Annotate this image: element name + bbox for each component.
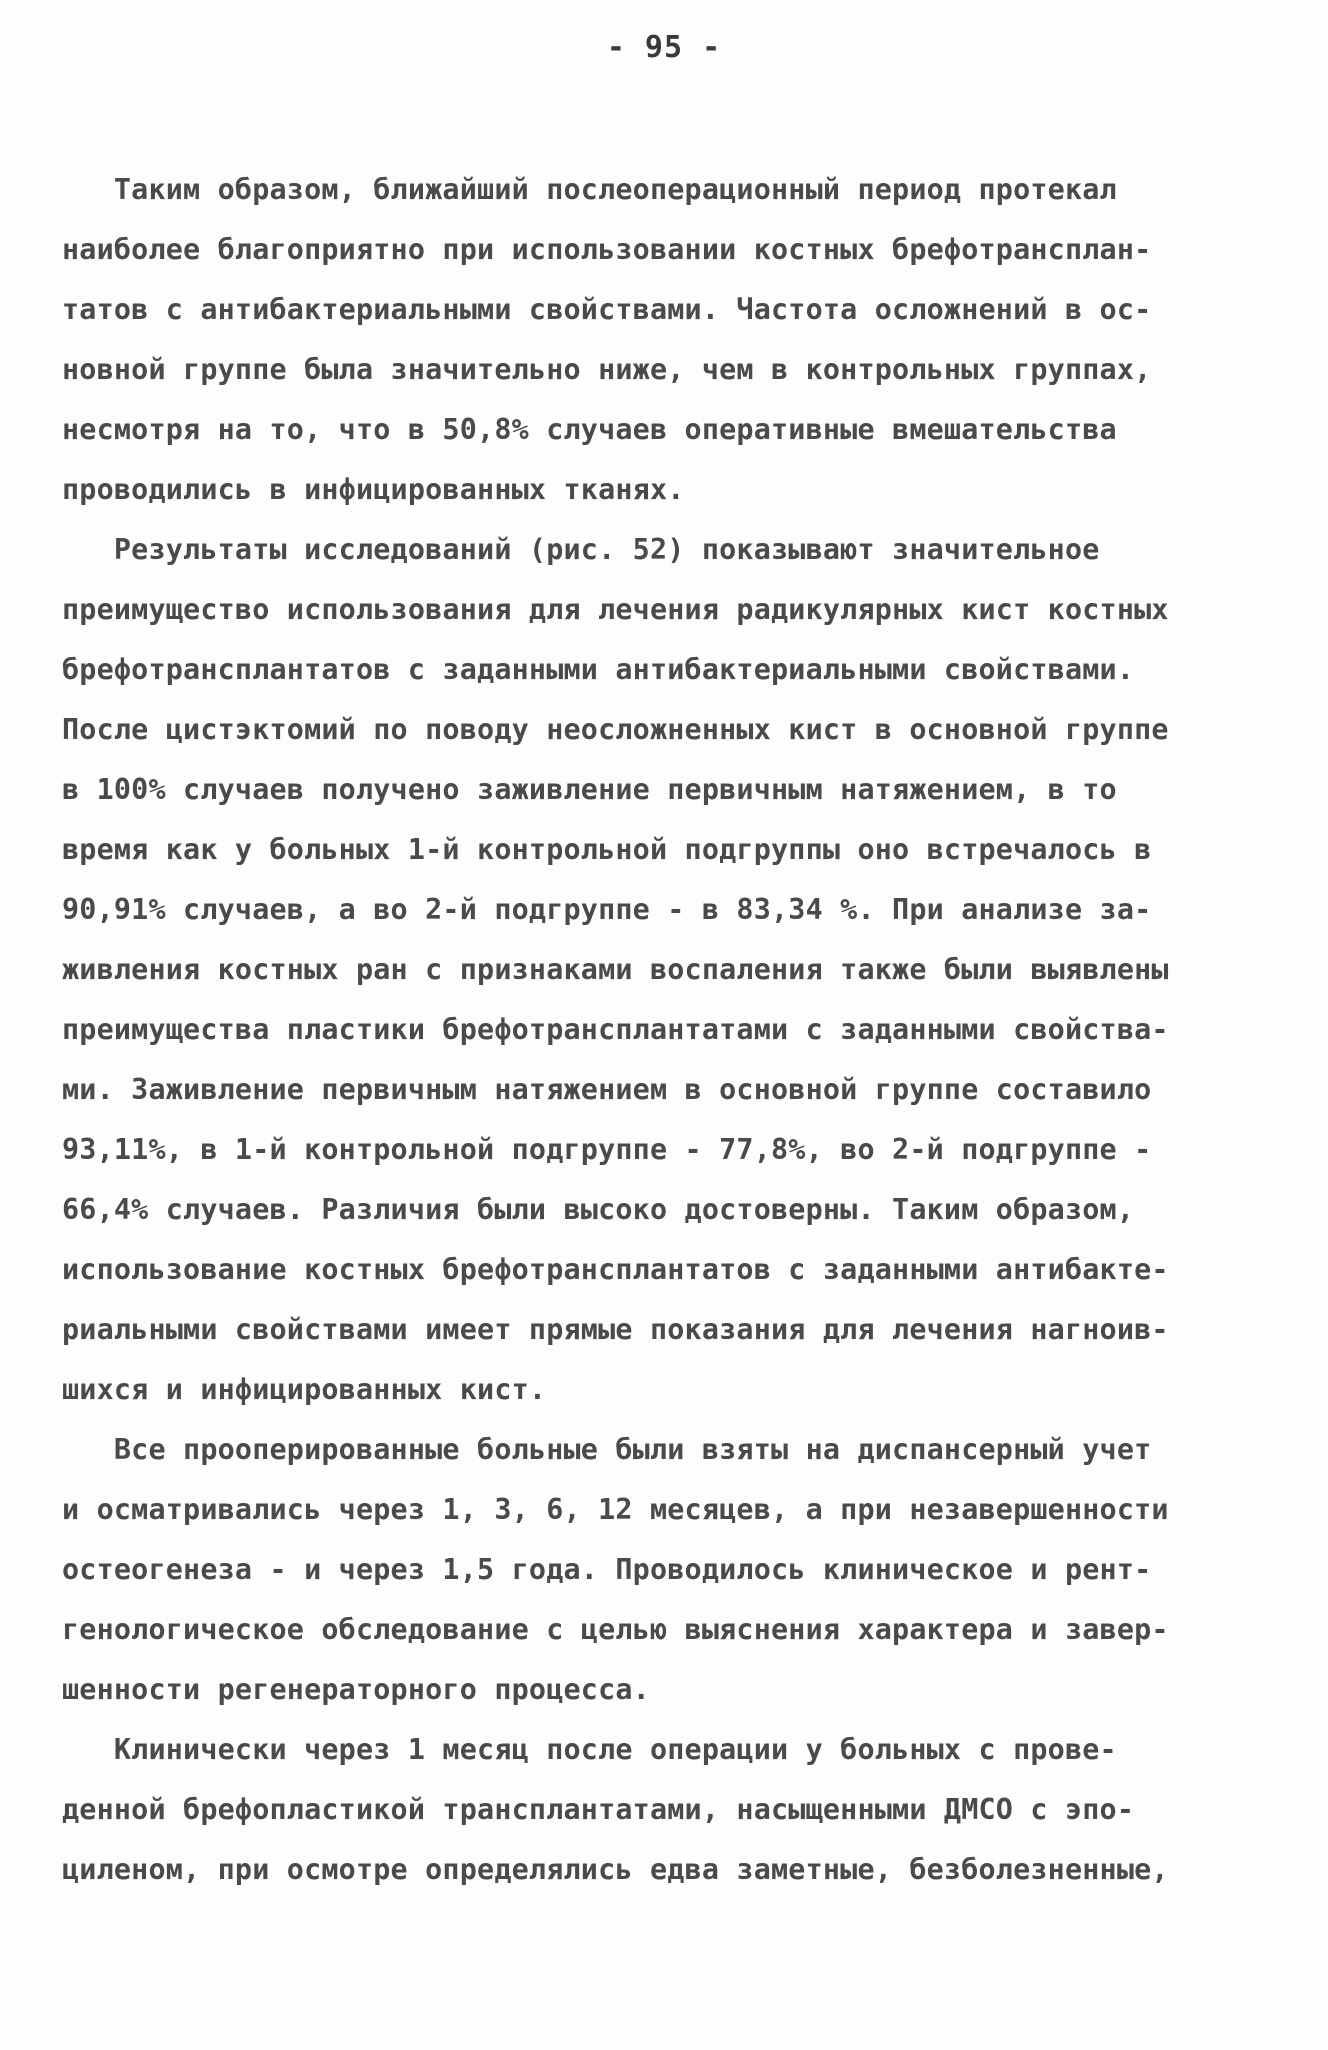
text-line: После цистэктомий по поводу неосложненных кист в основной группе bbox=[62, 713, 1169, 746]
text-line: время как у больных 1-й контрольной подгруппы оно встречалось в bbox=[62, 833, 1152, 866]
text-line: преимущество использования для лечения радикулярных кист костных bbox=[62, 593, 1169, 626]
page-number: - 95 - bbox=[606, 30, 722, 65]
text-line: ми. Заживление первичным натяжением в основной группе составило bbox=[62, 1073, 1152, 1106]
text-line: проводились в инфицированных тканях. bbox=[62, 473, 685, 506]
body-text bbox=[62, 160, 1272, 1900]
text-line: новной группе была значительно ниже, чем в контрольных группах, bbox=[62, 353, 1152, 386]
text-line: наиболее благоприятно при использовании костных брефотрансплан- bbox=[62, 233, 1152, 266]
text-line: брефотрансплантатов с заданными антибактериальными свойствами. bbox=[62, 653, 1135, 686]
text-line: и осматривались через 1, 3, 6, 12 месяцев, а при незавершенности bbox=[62, 1493, 1169, 1526]
text-line: несмотря на то, что в 50,8% случаев оперативные вмешательства bbox=[62, 413, 1117, 446]
text-line: денной брефопластикой трансплантатами, насыщенными ДМСО с эпо- bbox=[62, 1793, 1135, 1826]
text-line: 66,4% случаев. Различия были высоко достоверны. Таким образом, bbox=[62, 1193, 1135, 1226]
text-line: 90,91% случаев, а во 2-й подгруппе - в 83,34 %. При анализе за- bbox=[62, 893, 1152, 926]
text-line: преимущества пластики брефотрансплантатами с заданными свойства- bbox=[62, 1013, 1169, 1046]
text-line: циленом, при осмотре определялись едва заметные, безболезненные, bbox=[62, 1853, 1169, 1886]
text-line: Таким образом, ближайший послеоперационный период протекал bbox=[62, 173, 1117, 206]
text-line: использование костных брефотрансплантатов с заданными антибакте- bbox=[62, 1253, 1169, 1286]
text-line: шенности регенераторного процесса. bbox=[62, 1673, 650, 1706]
text-line: шихся и инфицированных кист. bbox=[62, 1373, 547, 1406]
text-line: Результаты исследований (рис. 52) показывают значительное bbox=[62, 533, 1100, 566]
text-line: 93,11%, в 1-й контрольной подгруппе - 77,8%, во 2-й подгруппе - bbox=[62, 1133, 1152, 1166]
text-line: татов с антибактериальными свойствами. Частота осложнений в ос- bbox=[62, 293, 1152, 326]
text-line: Клинически через 1 месяц после операции у больных с прове- bbox=[62, 1733, 1117, 1766]
text-line: живления костных ран с признаками воспаления также были выявлены bbox=[62, 953, 1169, 986]
text-line: остеогенеза - и через 1,5 года. Проводилось клиническое и рент- bbox=[62, 1553, 1152, 1586]
text-line: в 100% случаев получено заживление первичным натяжением, в то bbox=[62, 773, 1117, 806]
text-line: генологическое обследование с целью выяснения характера и завер- bbox=[62, 1613, 1169, 1646]
text-line: риальными свойствами имеет прямые показания для лечения нагноив- bbox=[62, 1313, 1169, 1346]
text-line: Все прооперированные больные были взяты на диспансерный учет bbox=[62, 1433, 1152, 1466]
